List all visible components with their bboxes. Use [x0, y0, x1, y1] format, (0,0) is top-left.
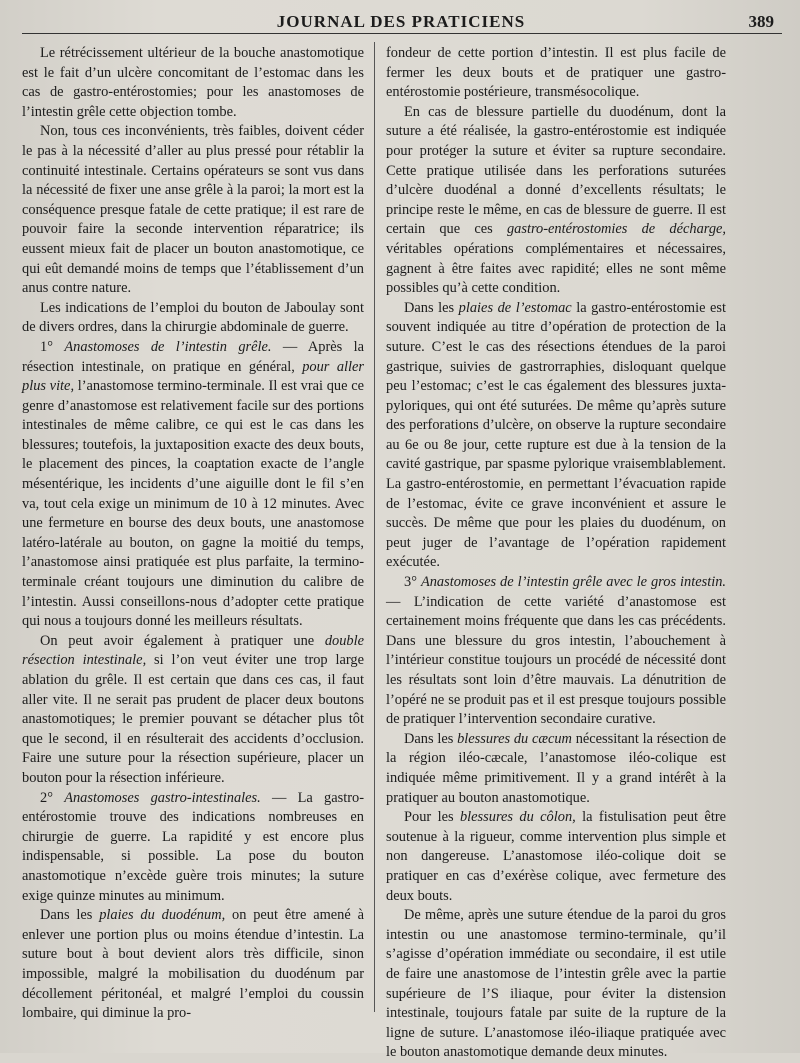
- text-run: on peut être amené à enlever une portion plus ou moins étendue d’intestin. La suture bout à bout devient alors très difficile, sinon impossible, malgré la mobilisation du duodénum par décollement péritonéal, et malgré l’emploi du coussin lombaire, qui diminue la pro-: [22, 907, 364, 1022]
- text-run: véritables opérations complémentaires et nécessaires, gagnent à être faites avec rapidité; elles ne sont même possibles qu’à cette condition.: [386, 240, 726, 297]
- right-column: [386, 44, 726, 1063]
- text-run: Pour les: [404, 809, 460, 826]
- paragraph: [386, 730, 726, 808]
- italic-text: double résection intestinale,: [22, 632, 364, 669]
- journal-title: JOURNAL DES PRATICIENS: [276, 12, 526, 31]
- text-run: En cas de blessure partielle du duodénum, dont la suture a été réalisée, la gastro-entérostomie est indiquée pour protéger la suture et éviter sa rupture secondaire. Cette pratique utilisée dans les perforations suturées d’ulcère duodénal a donné d’excellents résultats; le principe reste le même, en cas de blessure de guerre. Il est certain que ces: [386, 103, 726, 238]
- italic-text: blessures du cæcum: [457, 730, 572, 747]
- text-run: De même, après une suture étendue de la paroi du gros intestin ou une anastomose termino-terminale, qu’il s’agisse d’opération immédiate ou secondaire, il est utile de faire une anastomose de l’intestin grêle avec la partie supérieure de l’S iliaque, pour éviter la distension intestinale, toujours fatale par suite de la rupture de la ligne de suture. L’anastomose iléo-iliaque pratiquée avec le bouton anastomotique demande deux minutes.: [386, 907, 726, 1061]
- paragraph: [22, 338, 364, 632]
- header-rule: [22, 33, 782, 34]
- text-run: — La gastro-entérostomie trouve des indications nombreuses en chirurgie de guerre. La rapidité y est encore plus indispensable, si possible. La pose du bouton anastomotique n’excède guère trois minutes; la suture exige quinze minutes au minimum.: [22, 789, 364, 904]
- text-run: Le rétrécissement ultérieur de la bouche anastomotique est le fait d’un ulcère concomitant de l’estomac dans les cas de gastro-entérostomies; pour les anastomoses de l’intestin grêle cette objection tombe.: [22, 45, 364, 120]
- paragraph: [22, 906, 364, 1024]
- paragraph: [22, 299, 364, 338]
- italic-text: gastro-entérostomies de décharge,: [506, 221, 727, 238]
- text-run: l’anastomose termino-terminale. Il est vrai que ce genre d’anastomose est relativement facile sur des portions intestinales de même calibre, ce qui est le cas dans les blessures; toutefois, la juxtaposition exacte des deux bouts, le placement des pinces, la coaptation exacte de l’angle mésentérique, les incidents d’une aiguille dont le fil s’en va, tout cela exige un minimum de 10 à 12 minutes. Avec une fermeture en bourse des deux bouts, une anastomose latéro-latérale au bouton, on gagne la moitié du temps, l’anastomose ainsi pratiquée est plus parfaite, la termino-terminale créant toujours une diminution du calibre de l’intestin. Aussi conseillons-nous d’adopter cette pratique qui nous a toujours donné les meilleurs résultats.: [22, 378, 364, 630]
- text-run: 3°: [404, 574, 421, 591]
- paragraph: [386, 299, 726, 573]
- paragraph: [386, 906, 726, 1063]
- text-run: Dans les: [404, 730, 458, 747]
- italic-text: pour aller plus vite,: [22, 358, 364, 395]
- text-run: Dans les: [404, 299, 459, 316]
- column-rule: [374, 42, 375, 1012]
- italic-text: Anastomoses de l’intestin grêle.: [64, 338, 272, 355]
- text-run: si l’on veut éviter une trop large ablation du grêle. Il est certain que dans ces cas, il faut aller vite. Il ne serait pas prudent de placer deux boutons anastomotiques; le premier pouvant se détacher plus tôt que le second, il en résulterait des accidents d’occlusion. Faire une suture pour la résection supérieure, placer un bouton pour la résection inférieure.: [22, 652, 364, 786]
- text-run: Dans les: [40, 907, 100, 924]
- italic-text: Anastomoses gastro-intestinales.: [64, 789, 261, 806]
- left-column: [22, 44, 364, 1024]
- text-run: — Après la résection intestinale, on pratique en général,: [22, 338, 364, 375]
- italic-text: plaies du duodénum,: [99, 907, 226, 924]
- italic-text: plaies de l’estomac: [458, 299, 572, 316]
- text-run: On peut avoir également à pratiquer une: [40, 632, 325, 649]
- text-run: 2°: [40, 789, 65, 806]
- paragraph: [386, 808, 726, 906]
- paragraph: [22, 789, 364, 907]
- page-number: 389: [748, 12, 774, 31]
- paragraph: [386, 573, 726, 730]
- text-run: — L’indication de cette variété d’anastomose est certainement moins fréquente que dans les cas précédents. Dans une blessure du gros intestin, l’abouchement à l’intérieur constitue toujours un procédé de nécessité dont les résultats sont loin d’être mauvais. La dénutrition de l’opéré ne se produit pas et il est presque toujours possible de pratiquer l’intervention secondaire curative.: [386, 593, 726, 728]
- paragraph: [386, 103, 726, 299]
- text-run: fondeur de cette portion d’intestin. Il est plus facile de fermer les deux bouts et de pratiquer une gastro-entérostomie postérieure, transmésocolique.: [386, 45, 726, 101]
- italic-text: Anastomoses de l’intestin grêle avec le gros intestin.: [420, 574, 726, 591]
- text-run: la gastro-entérostomie est souvent indiquée au titre d’opération de protection de la suture. C’est le cas des résections étendues de la paroi gastrique, suivies de gastrorraphies, disloquant quelque peu l’estomac; c’est le cas également des blessures juxta-pyloriques, qui ont été suturées. De même qu’après suture des perforations d’ulcère, on observe la rupture secondaire au 6e ou 8e jour, cette rupture est due à la tension de la cavité gastrique, par spasme pylorique vraisemblablement. La gastro-entérostomie, en permettant l’évacuation rapide de l’estomac, évite ce grave inconvénient et assure le succès. De même que pour les plaies du duodénum, on peut juger de l’avantage de l’opération rapidement exécutée.: [386, 299, 726, 571]
- paragraph: [22, 122, 364, 298]
- running-header: [22, 6, 780, 34]
- paragraph: [386, 44, 726, 103]
- text-run: nécessitant la résection de la région iléo-cæcale, l’anastomose iléo-colique est indiquée même primitivement. Il y a grand intérêt à la pratiquer au bouton anastomotique.: [386, 730, 726, 806]
- paragraph: [22, 632, 364, 789]
- text-run: la fistulisation peut être soutenue à la rigueur, comme intervention plus simple et non dangereuse. L’anastomose iléo-colique doit se pratiquer en cas d’exérèse colique, avec fermeture des deux bouts.: [386, 809, 727, 904]
- italic-text: blessures du côlon,: [459, 809, 576, 826]
- paragraph: [22, 44, 364, 122]
- text-run: 1°: [40, 338, 65, 355]
- text-run: Les indications de l’emploi du bouton de Jaboulay sont de divers ordres, dans la chirurgie abdominale de guerre.: [22, 299, 364, 336]
- text-run: Non, tous ces inconvénients, très faibles, doivent céder le pas à la nécessité d’aller au plus pressé pour rétablir la continuité intestinale. Certains opérateurs se sont vus dans la nécessité de fixer une anse grêle à la paroi; la mort est la conséquence presque fatale de cette pratique; il est rare de pouvoir faire la seconde intervention réparatrice; ils eussent mieux fait de placer un bouton anastomotique, ce qui eût demandé moins de temps que l’établissement d’un anus contre nature.: [22, 123, 364, 297]
